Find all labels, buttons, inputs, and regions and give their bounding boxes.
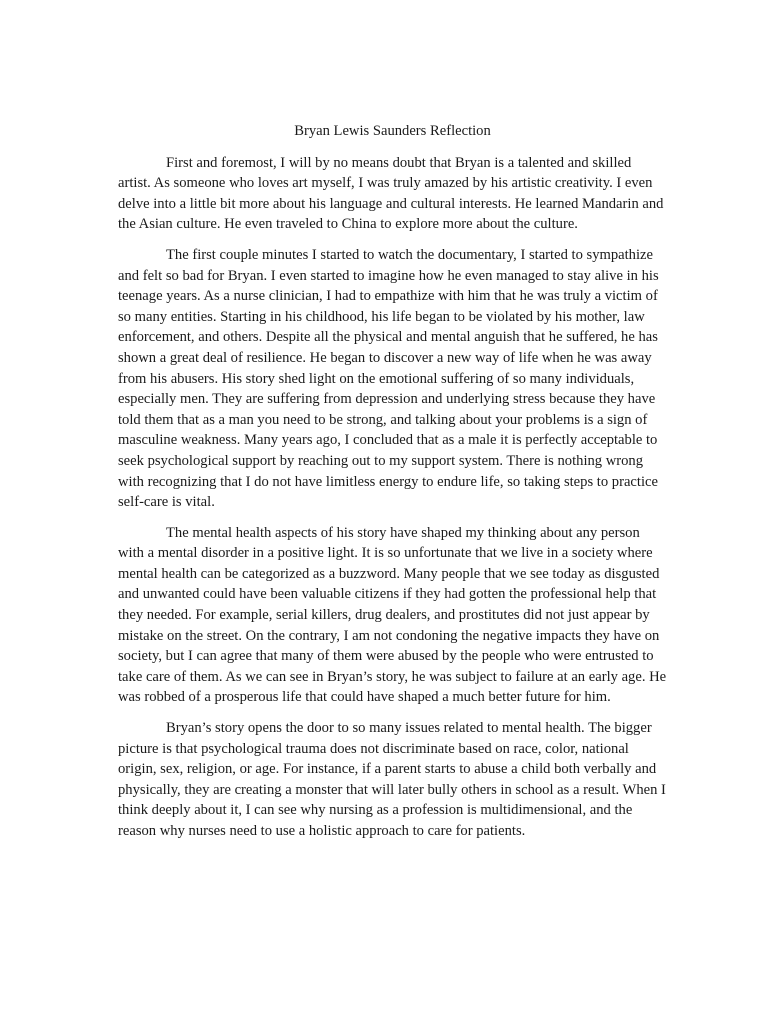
document-body xyxy=(118,121,667,852)
paragraph-3: The mental health aspects of his story have shaped my thinking about any person with a mental disorder in a positive light. It is so unfortunate that we live in a society where mental health can be categorized as a buzzword. Many people that we see today as disgusted and unwanted could have been valuable citizens if they had gotten the professional help that they needed. For example, serial killers, drug dealers, and prostitutes did not just appear by mistake on the street. On the contrary, I am not condoning the negative impacts they have on society, but I can agree that many of them were abused by the people who were entrusted to take care of them. As we can see in Bryan’s story, he was subject to failure at an early age. He was robbed of a prosperous life that could have shaped a much better future for him. xyxy=(118,524,667,706)
paragraph-2: The first couple minutes I started to watch the documentary, I started to sympathize and felt so bad for Bryan. I even started to imagine how he even managed to stay alive in his teenage years. As a nurse clinician, I had to empathize with him that he was truly a victim of so many entities. Starting in his childhood, his life began to be violated by his mother, law enforcement, and others. Despite all the physical and mental anguish that he suffered, he has shown a great deal of resilience. He began to discover a new way of life when he was away from his abusers. His story shed light on the emotional suffering of so many individuals, especially men. They are suffering from depression and underlying stress because they have told them that as a man you need to be strong, and talking about your problems is a sign of masculine weakness. Many years ago, I concluded that as a male it is perfectly acceptable to seek psychological support by reaching out to my support system. There is nothing wrong with recognizing that I do not have limitless energy to endure life, so taking steps to practice self-care is vital. xyxy=(118,246,659,511)
paragraph-1: First and foremost, I will by no means doubt that Bryan is a talented and skilled artist. As someone who loves art myself, I was truly amazed by his artistic creativity. I even delve into a little bit more about his language and cultural interests. He learned Mandarin and the Asian culture. He even traveled to China to explore more about the culture. xyxy=(118,154,664,233)
document-title: Bryan Lewis Saunders Reflection xyxy=(294,123,491,139)
paragraph-4: Bryan’s story opens the door to so many issues related to mental health. The bigger picture is that psychological trauma does not discriminate based on race, color, national origin, sex, religion, or age. For instance, if a parent starts to abuse a child both verbally and physically, they are creating a monster that will later bully others in school as a result. When I think deeply about it, I can see why nursing as a profession is multidimensional, and the reason why nurses need to use a holistic approach to care for patients. xyxy=(118,720,666,839)
